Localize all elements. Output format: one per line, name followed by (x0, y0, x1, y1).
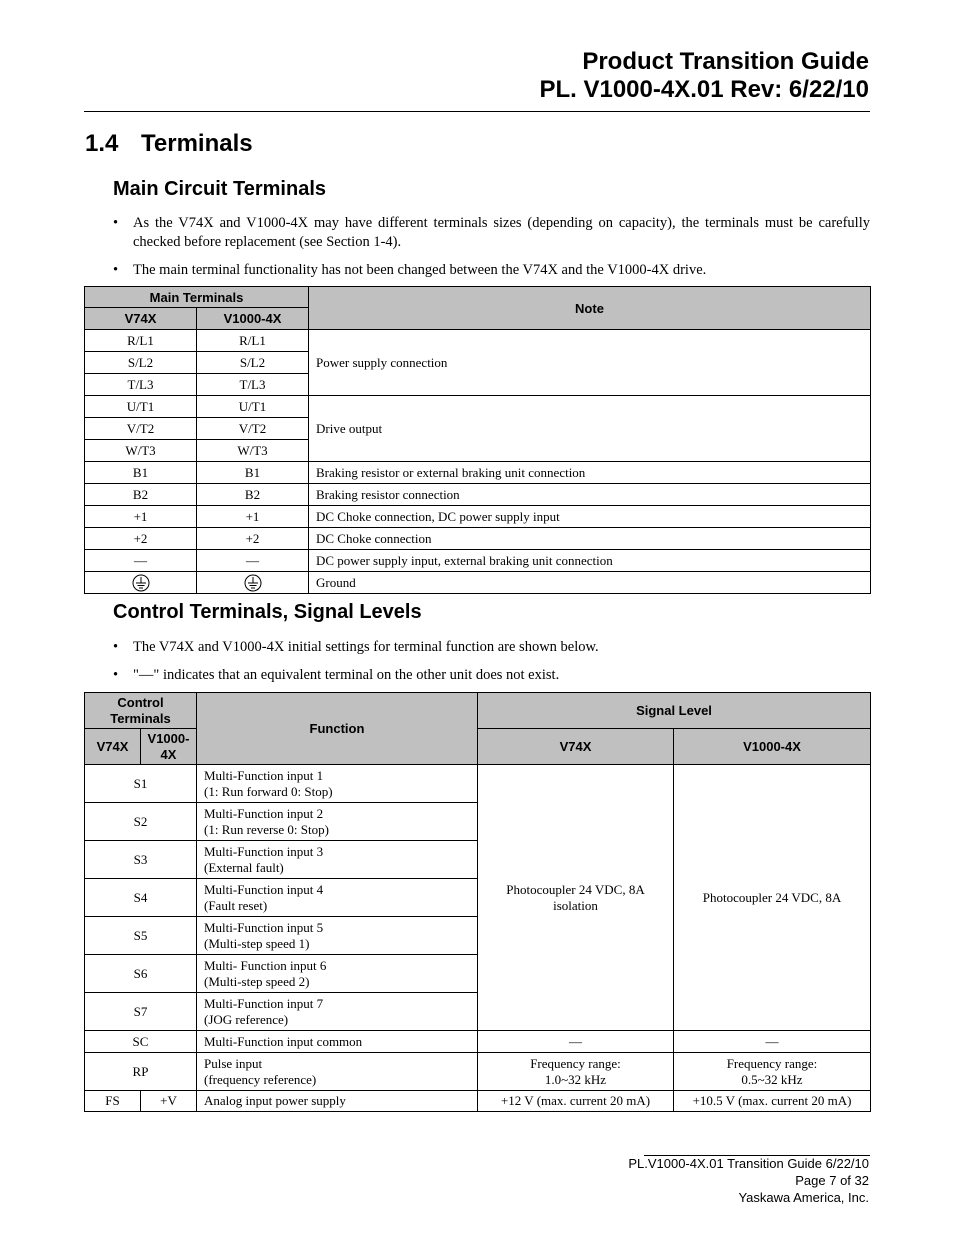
function-name: Pulse input (204, 1055, 263, 1071)
cell-v1000: +V (141, 1091, 197, 1112)
cell-function (197, 765, 478, 803)
cell-function (197, 955, 478, 993)
signal-text: 1.0~32 kHz (544, 1071, 607, 1087)
cell-v1000: S/L2 (197, 352, 309, 374)
cell-v1000: +2 (197, 528, 309, 550)
ground-icon (244, 574, 262, 592)
cell-v74x: S/L2 (85, 352, 197, 374)
cell-signal-v74x: — (478, 1031, 674, 1053)
header-rule (84, 111, 870, 112)
footer-doc: PL.V1000-4X.01 Transition Guide 6/22/10 (628, 1156, 869, 1171)
signal-text: Frequency range: (530, 1055, 621, 1071)
cell-signal-v1000 (674, 1053, 871, 1091)
cell-terminal: SC (85, 1031, 197, 1053)
section-title (85, 130, 253, 158)
signal-text: Frequency range: (726, 1055, 818, 1071)
table-header-v1000: V1000-4X (197, 308, 309, 330)
cell-v1000: V/T2 (197, 418, 309, 440)
cell-note: Braking resistor or external braking unit connection (309, 462, 871, 484)
table-row (85, 396, 871, 418)
function-name: Multi-Function input 3 (204, 843, 324, 859)
signal-text: 0.5~32 kHz (741, 1071, 803, 1087)
bullet-item: • The V74X and V1000-4X initial settings for terminal function are shown below. (113, 638, 870, 657)
cell-v1000 (197, 572, 309, 594)
table-header-main-terminals: Main Terminals (85, 287, 309, 308)
cell-function: Multi-Function input common (197, 1031, 478, 1053)
cell-note: Power supply connection (309, 330, 871, 396)
cell-signal-v74x: +12 V (max. current 20 mA) (478, 1091, 674, 1112)
cell-note: DC Choke connection, DC power supply input (309, 506, 871, 528)
cell-function (197, 1053, 478, 1091)
table-header-function: Function (197, 693, 478, 765)
cell-v74x: FS (85, 1091, 141, 1112)
function-detail: (Multi-step speed 1) (204, 935, 310, 951)
main-circuit-bullets (113, 214, 870, 280)
table-row (85, 572, 871, 594)
header-title: Product Transition Guide (582, 48, 869, 75)
cell-v1000: — (197, 550, 309, 572)
cell-note: Drive output (309, 396, 871, 462)
cell-v74x: R/L1 (85, 330, 197, 352)
document-header (539, 48, 869, 104)
table-header-v1000: V1000-4X (141, 729, 197, 765)
table-header-control-terminals: Control Terminals (85, 693, 197, 729)
table-header-signal-v74x: V74X (478, 729, 674, 765)
cell-note: Ground (309, 572, 871, 594)
footer-company: Yaskawa America, Inc. (738, 1190, 869, 1205)
table-row (85, 1053, 871, 1091)
cell-function (197, 841, 478, 879)
table-header-v74x: V74X (85, 729, 141, 765)
main-circuit-heading: Main Circuit Terminals (113, 178, 327, 200)
cell-v74x: B1 (85, 462, 197, 484)
cell-terminal: S1 (85, 765, 197, 803)
cell-v74x: B2 (85, 484, 197, 506)
table-row (85, 765, 871, 803)
bullet-item: • The main terminal functionality has not been changed between the V74X and the V1000-4X drive. (113, 261, 870, 280)
table-row (85, 506, 871, 528)
function-detail: (Multi-step speed 2) (204, 973, 310, 989)
bullet-item: • As the V74X and V1000-4X may have different terminals sizes (depending on capacity), the terminals must be carefully checked before replacement (see Section 1-4). (113, 214, 870, 252)
cell-terminal: S6 (85, 955, 197, 993)
cell-terminal: S3 (85, 841, 197, 879)
function-detail: (JOG reference) (204, 1011, 289, 1027)
function-detail: (External fault) (204, 859, 284, 875)
cell-v1000: U/T1 (197, 396, 309, 418)
ground-icon (132, 574, 150, 592)
table-row (85, 330, 871, 352)
function-name: Multi- Function input 6 (204, 957, 327, 973)
control-terminals-table (84, 692, 871, 1112)
table-row (85, 528, 871, 550)
function-name: Multi-Function input 5 (204, 919, 324, 935)
header-docnum: PL. V1000-4X.01 Rev: 6/22/10 (539, 76, 869, 103)
cell-function (197, 917, 478, 955)
cell-note: DC Choke connection (309, 528, 871, 550)
table-header-signal-v1000: V1000-4X (674, 729, 871, 765)
cell-v74x: T/L3 (85, 374, 197, 396)
function-name: Multi-Function input 2 (204, 805, 324, 821)
cell-terminal: S2 (85, 803, 197, 841)
table-row (85, 1031, 871, 1053)
cell-v1000: R/L1 (197, 330, 309, 352)
cell-v74x: +1 (85, 506, 197, 528)
cell-function (197, 993, 478, 1031)
function-detail: (Fault reset) (204, 897, 268, 913)
function-name: Multi-Function input 4 (204, 881, 324, 897)
cell-v74x: — (85, 550, 197, 572)
cell-terminal: RP (85, 1053, 197, 1091)
cell-v74x (85, 572, 197, 594)
section-number: 1.4 (85, 130, 119, 157)
cell-note: DC power supply input, external braking unit connection (309, 550, 871, 572)
table-row (85, 550, 871, 572)
function-detail: (1: Run reverse 0: Stop) (204, 821, 329, 837)
cell-v1000: T/L3 (197, 374, 309, 396)
cell-terminal: S4 (85, 879, 197, 917)
table-header-note: Note (309, 287, 871, 330)
cell-signal-v1000: Photocoupler 24 VDC, 8A (674, 765, 871, 1031)
cell-v74x: +2 (85, 528, 197, 550)
cell-v74x: V/T2 (85, 418, 197, 440)
cell-v74x: U/T1 (85, 396, 197, 418)
function-detail: (1: Run forward 0: Stop) (204, 783, 333, 799)
main-terminals-table (84, 286, 871, 594)
signal-text: isolation (553, 897, 598, 913)
cell-v1000: B2 (197, 484, 309, 506)
cell-function (197, 803, 478, 841)
function-name: Multi-Function input 7 (204, 995, 324, 1011)
table-row (85, 1091, 871, 1112)
cell-terminal: S7 (85, 993, 197, 1031)
table-row (85, 484, 871, 506)
table-header-v74x: V74X (85, 308, 197, 330)
function-name: Multi-Function input 1 (204, 767, 324, 783)
cell-v74x: W/T3 (85, 440, 197, 462)
cell-function: Analog input power supply (197, 1091, 478, 1112)
cell-signal-v1000: +10.5 V (max. current 20 mA) (674, 1091, 871, 1112)
cell-note: Braking resistor connection (309, 484, 871, 506)
cell-v1000: W/T3 (197, 440, 309, 462)
table-header-signal-level: Signal Level (478, 693, 871, 729)
cell-signal-v74x (478, 765, 674, 1031)
cell-v1000: +1 (197, 506, 309, 528)
section-name: Terminals (141, 130, 253, 157)
page-footer (628, 1155, 869, 1206)
control-bullets (113, 638, 870, 685)
cell-terminal: S5 (85, 917, 197, 955)
cell-signal-v1000: — (674, 1031, 871, 1053)
cell-function (197, 879, 478, 917)
bullet-item: • "—" indicates that an equivalent terminal on the other unit does not exist. (113, 666, 870, 685)
function-detail: (frequency reference) (204, 1071, 317, 1087)
table-row (85, 462, 871, 484)
cell-v1000: B1 (197, 462, 309, 484)
control-terminals-heading: Control Terminals, Signal Levels (113, 601, 422, 623)
footer-page-number: Page 7 of 32 (795, 1173, 869, 1188)
cell-signal-v74x (478, 1053, 674, 1091)
signal-text: Photocoupler 24 VDC, 8A (506, 881, 645, 897)
